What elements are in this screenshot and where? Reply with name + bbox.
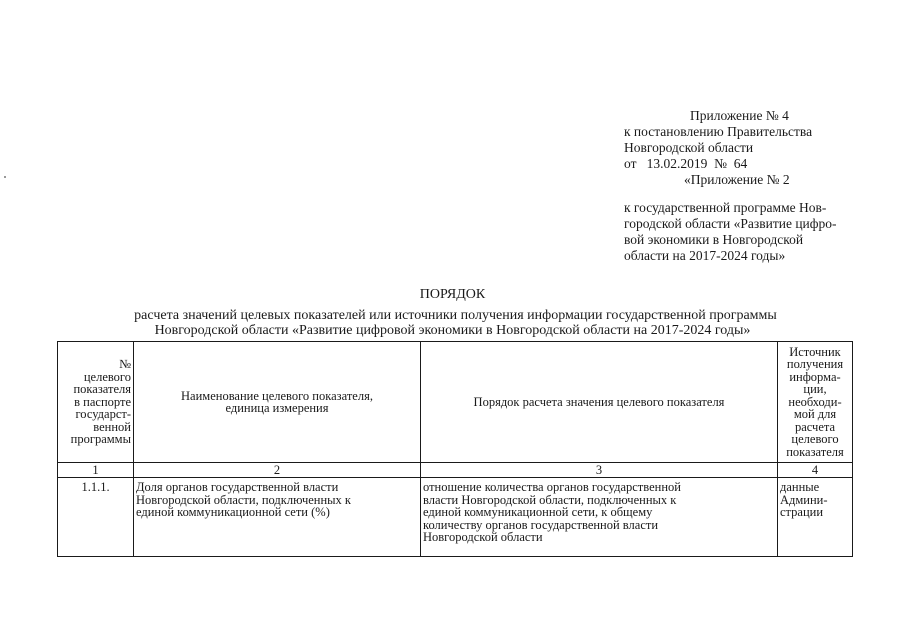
- cell-text-line: показателя: [786, 444, 844, 459]
- appendix-program-line2: городской области «Развитие цифро-: [624, 216, 837, 231]
- cell-text-line: страции: [780, 505, 824, 519]
- header-indicator-number: [58, 342, 134, 463]
- appendix-title: Приложение № 4: [690, 108, 789, 123]
- cell-text-line: Новгородской области, подключенных к: [136, 492, 352, 507]
- cell-text-line: государст-: [75, 407, 131, 422]
- cell-text-line: целевого: [83, 369, 131, 384]
- header-information-source: [778, 342, 853, 463]
- appendix-region: Новгородской области: [624, 140, 754, 155]
- cell-text-line: показателя: [73, 382, 131, 397]
- header-indicator-name: [134, 342, 421, 463]
- cell-text-line: Источник: [789, 344, 841, 359]
- cell-text-line: Порядок расчета значения целевого показателя: [473, 394, 725, 409]
- cell-text-line: данные: [780, 480, 820, 494]
- table-header-row: [58, 342, 853, 463]
- column-number: 4: [778, 463, 853, 478]
- appendix-program-line4: области на 2017-2024 годы»: [624, 248, 786, 263]
- cell-text-line: №: [119, 357, 131, 372]
- document-caption-line1: расчета значений целевых показателей или источники получения информации государственной программы: [134, 308, 777, 323]
- cell-text-line: единой коммуникационной сети (%): [136, 505, 330, 519]
- cell-text-line: получения: [786, 357, 844, 372]
- cell-text-line: программы: [70, 432, 131, 447]
- cell-text-line: в паспорте: [74, 394, 131, 409]
- cell-text-line: власти Новгородской области, подключенных к: [423, 492, 677, 507]
- cell-text-line: Админи-: [780, 492, 828, 507]
- cell-indicator-name: [134, 478, 421, 557]
- column-number: 2: [134, 463, 421, 478]
- appendix-subtitle: «Приложение № 2: [684, 172, 790, 187]
- scan-speck: [4, 176, 6, 178]
- cell-text-line: венной: [93, 419, 131, 434]
- appendix-program-line1: к государственной программе Нов-: [624, 200, 827, 215]
- cell-text-line: расчета: [794, 419, 836, 434]
- document-title: ПОРЯДОК: [419, 287, 486, 302]
- appendix-resolution: к постановлению Правительства: [624, 124, 813, 139]
- column-number: 1: [58, 463, 134, 478]
- appendix-date: от 13.02.2019 № 64: [624, 156, 748, 171]
- cell-text-line: отношение количества органов государственной: [423, 480, 681, 494]
- cell-text-line: единица измерения: [225, 401, 329, 415]
- column-number-row: [58, 463, 853, 478]
- column-number: 3: [421, 463, 778, 478]
- cell-text-line: мой для: [793, 407, 837, 422]
- cell-text-line: Доля органов государственной власти: [136, 480, 339, 494]
- document-heading: [0, 287, 905, 338]
- table-row: [58, 478, 853, 557]
- cell-text-line: 1.1.1.: [81, 480, 110, 494]
- cell-text-line: ции,: [803, 382, 827, 397]
- cell-text-line: количеству органов государственной власти: [423, 517, 659, 532]
- cell-information-source: [778, 478, 853, 557]
- appendix-block: [624, 108, 874, 264]
- cell-text-line: целевого: [791, 432, 839, 447]
- cell-text-line: необходи-: [788, 394, 842, 409]
- appendix-program-line3: вой экономики в Новгородской: [624, 232, 804, 247]
- header-calculation-order: [421, 342, 778, 463]
- cell-indicator-number: [58, 478, 134, 557]
- document-caption-line2: Новгородской области «Развитие цифровой экономики в Новгородской области на 2017-2024 годы»: [154, 323, 751, 338]
- cell-text-line: Наименование целевого показателя,: [181, 388, 373, 403]
- indicators-table: [57, 341, 853, 557]
- cell-text-line: информа-: [789, 369, 841, 384]
- cell-text-line: Новгородской области: [423, 530, 543, 544]
- cell-calculation-order: [421, 478, 778, 557]
- cell-text-line: единой коммуникационной сети, к общему: [423, 505, 653, 519]
